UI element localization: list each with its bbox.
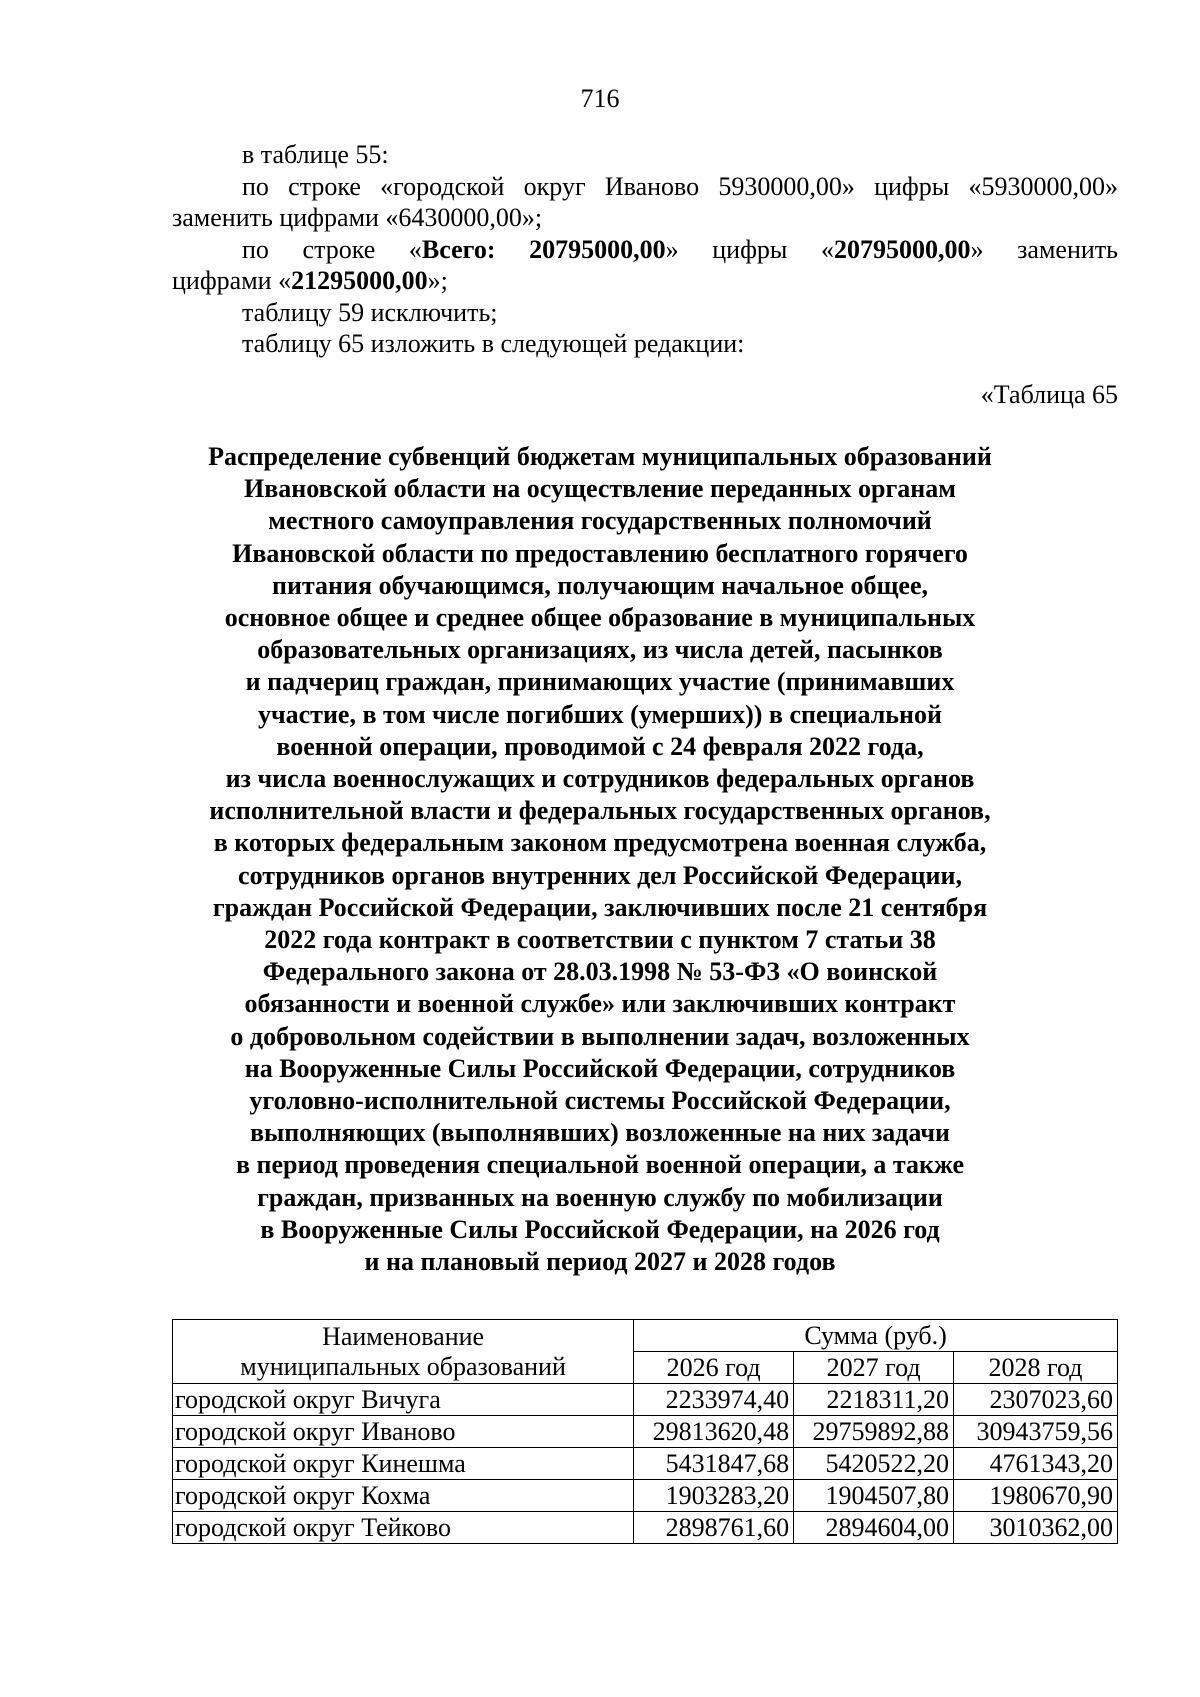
- heading-line: питания обучающимся, получающим начальное общее,: [272, 570, 928, 600]
- header-sum-cell: Сумма (руб.): [634, 1320, 1118, 1352]
- value-2026-cell: 29813620,48: [634, 1416, 794, 1448]
- municipality-name-cell: городской округ Кинешма: [173, 1448, 634, 1480]
- table-label: «Таблица 65: [980, 380, 1118, 409]
- para3-mid: » цифры «: [665, 234, 835, 264]
- intro-para2-line2: заменить цифрами «6430000,00»;: [172, 203, 543, 232]
- heading-line: 2022 года контракт в соответствии с пунктом 7 статьи 38: [264, 925, 936, 955]
- intro-text: [172, 139, 1118, 360]
- header-year-2026: 2026 год: [634, 1352, 794, 1384]
- heading-line: в которых федеральным законом предусмотрена военная служба,: [213, 828, 987, 858]
- value-2026-cell: 2233974,40: [634, 1384, 794, 1416]
- heading-line: уголовно-исполнительной системы Российской Федерации,: [249, 1086, 951, 1116]
- heading-line: сотрудников органов внутренних дел Российской Федерации,: [238, 860, 962, 890]
- table-row: [173, 1512, 1118, 1544]
- heading-line: на Вооруженные Силы Российской Федерации, сотрудников: [244, 1053, 956, 1083]
- header-year-2027: 2027 год: [794, 1352, 954, 1384]
- value-2028-cell: 4761343,20: [954, 1448, 1118, 1480]
- value-2027-cell: 29759892,88: [794, 1416, 954, 1448]
- municipality-name-cell: городской округ Кохма: [173, 1480, 634, 1512]
- municipality-name-cell: городской округ Вичуга: [173, 1384, 634, 1416]
- heading-line: участие, в том числе погибших (умерших)) в специальной: [257, 699, 943, 729]
- heading-line: о добровольном содействии в выполнении задач, возложенных: [230, 1021, 970, 1051]
- intro-line-5: таблицу 65 изложить в следующей редакции:: [242, 329, 745, 358]
- municipality-name-cell: городской округ Иваново: [173, 1416, 634, 1448]
- intro-para2-line1: по строке «городской округ Иваново 5930000,00» цифры «5930000,00»: [242, 171, 1118, 201]
- value-2027-cell: 1904507,80: [794, 1480, 954, 1512]
- value-2026-cell: 2898761,60: [634, 1512, 794, 1544]
- heading-line: Распределение субвенций бюджетам муниципальных образований: [208, 442, 992, 471]
- heading-line: образовательных организациях, из числа детей, пасынков: [257, 635, 943, 665]
- para3-suffix: » заменить: [970, 234, 1118, 264]
- header-year-2028: 2028 год: [954, 1352, 1118, 1384]
- heading-line: граждан, призванных на военную службу по мобилизации: [257, 1182, 943, 1212]
- heading-line: местного самоуправления государственных полномочий: [268, 506, 932, 536]
- heading-line: в Вооруженные Силы Российской Федерации, на 2026 год: [260, 1214, 940, 1244]
- para3-prefix: по строке «: [242, 234, 422, 264]
- value-2028-cell: 3010362,00: [954, 1512, 1118, 1544]
- value-2026-cell: 5431847,68: [634, 1448, 794, 1480]
- table-header-row-1: [173, 1320, 1118, 1352]
- value-2028-cell: 30943759,56: [954, 1416, 1118, 1448]
- intro-para3-line2: [172, 265, 1118, 297]
- table-row: [173, 1448, 1118, 1480]
- value-2026-cell: 1903283,20: [634, 1480, 794, 1512]
- heading-line: исполнительной власти и федеральных государственных органов,: [209, 796, 991, 826]
- value-2027-cell: 5420522,20: [794, 1448, 954, 1480]
- intro-line-1: в таблице 55:: [242, 140, 389, 169]
- table-row: [173, 1384, 1118, 1416]
- subventions-table: [172, 1319, 1118, 1544]
- table-heading: [100, 441, 1100, 1278]
- page-number: 716: [580, 84, 620, 113]
- value-2028-cell: 1980670,90: [954, 1480, 1118, 1512]
- heading-line: Федерального закона от 28.03.1998 № 53-ФЗ «О воинской: [262, 957, 938, 987]
- heading-line: и на плановый период 2027 и 2028 годов: [364, 1247, 836, 1277]
- heading-line: и падчериц граждан, принимающих участие (принимавших: [245, 667, 955, 697]
- heading-line: граждан Российской Федерации, заключивших после 21 сентября: [212, 892, 988, 922]
- para3-total-label: Всего: 20795000,00: [421, 234, 666, 264]
- heading-line: в период проведения специальной военной операции, а также: [235, 1150, 965, 1180]
- value-2027-cell: 2218311,20: [794, 1384, 954, 1416]
- table-row: [173, 1480, 1118, 1512]
- para3-line2-prefix: цифрами «: [172, 266, 292, 295]
- heading-line: Ивановской области на осуществление переданных органам: [243, 474, 957, 504]
- heading-line: обязанности и военной службе» или заключивших контракт: [244, 989, 956, 1019]
- header-name-line2: муниципальных образований: [240, 1351, 566, 1381]
- header-name-cell: [173, 1320, 634, 1384]
- value-2028-cell: 2307023,60: [954, 1384, 1118, 1416]
- table-row: [173, 1416, 1118, 1448]
- header-name-line1: Наименование: [322, 1321, 485, 1351]
- heading-line: Ивановской области по предоставлению бесплатного горячего: [232, 538, 968, 568]
- para3-new-total: 21295000,00: [291, 266, 428, 295]
- heading-line: военной операции, проводимой с 24 февраля 2022 года,: [276, 731, 924, 761]
- para3-old-total: 20795000,00: [834, 234, 971, 264]
- value-2027-cell: 2894604,00: [794, 1512, 954, 1544]
- municipality-name-cell: городской округ Тейково: [173, 1512, 634, 1544]
- para3-line2-suffix: »;: [427, 266, 448, 295]
- intro-line-4: таблицу 59 исключить;: [242, 297, 498, 327]
- heading-line: выполняющих (выполнявших) возложенные на них задачи: [249, 1118, 951, 1148]
- heading-line: из числа военнослужащих и сотрудников федеральных органов: [225, 764, 975, 794]
- intro-para3-line1: [172, 234, 1118, 266]
- heading-line: основное общее и среднее общее образование в муниципальных: [224, 603, 976, 633]
